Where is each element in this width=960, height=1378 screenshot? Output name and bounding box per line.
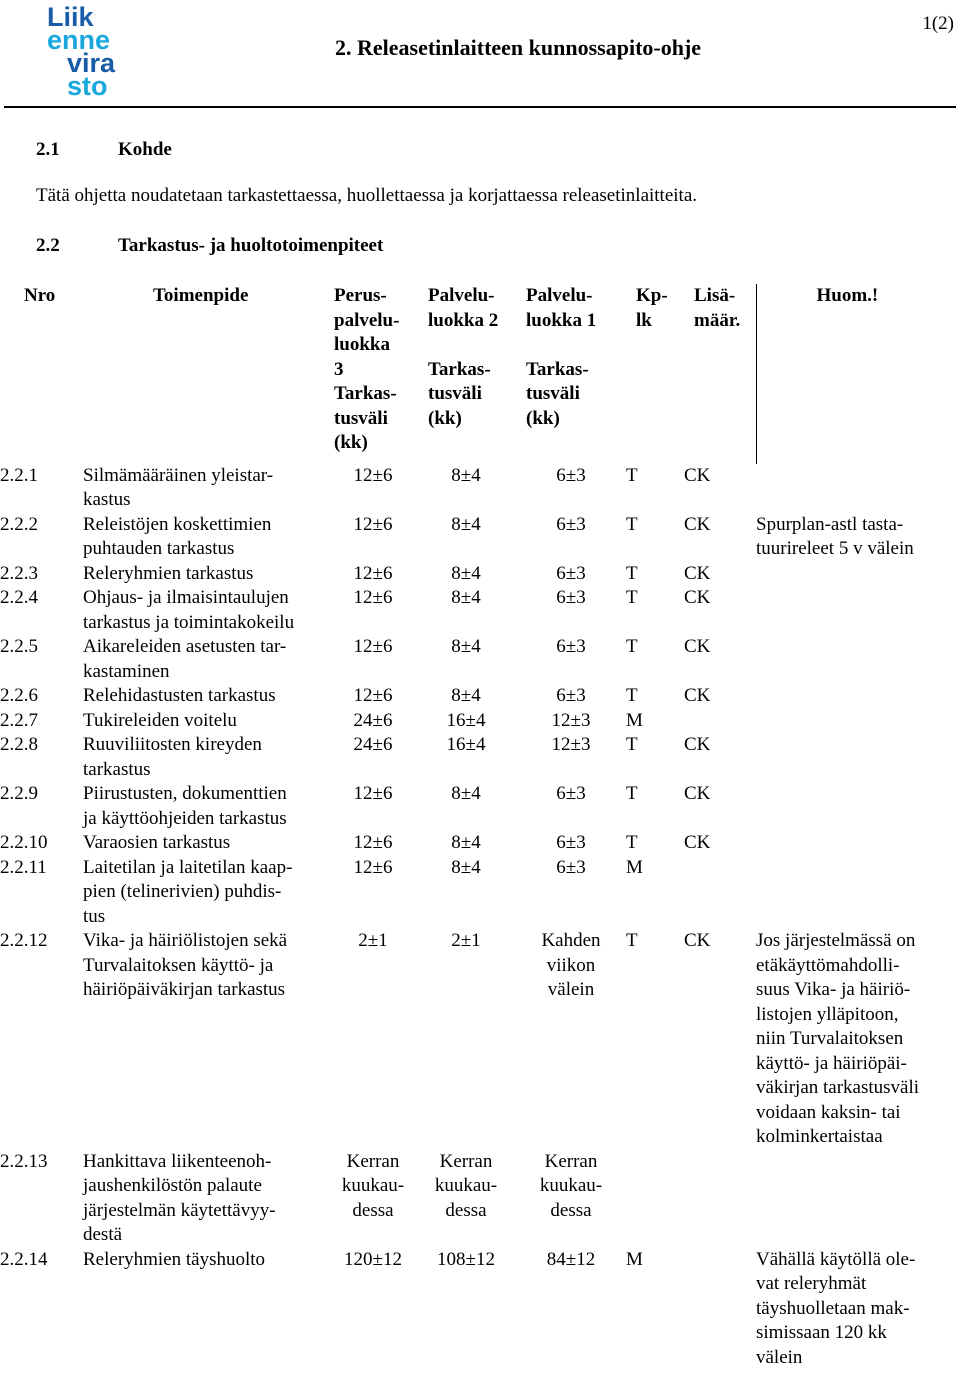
header-kp-lk: Kp- lk — [636, 285, 668, 331]
cell-toimenpide: Vika- ja häiriölistojen sekä Turvalaitoksen käyttö- ja häiriöpäiväkirjan tarkastus — [83, 930, 288, 1000]
cell-toimenpide: Varaosien tarkastus — [83, 832, 231, 853]
cell-huom — [756, 586, 960, 635]
table-row — [0, 1150, 960, 1248]
cell-huom — [756, 1150, 960, 1248]
logo-line-3: vira — [67, 48, 116, 78]
logo-line-4: sto — [67, 71, 108, 99]
cell-kp-lk: T — [626, 783, 638, 804]
table-row — [0, 586, 960, 635]
header-palveluluokka-2: Palvelu- luokka 2 Tarkas- tusväli (kk) — [428, 285, 499, 429]
cell-palveluluokka-2: 16±4 — [446, 709, 486, 731]
cell-nro: 2.2.8 — [0, 734, 38, 755]
header-huom: Huom.! — [756, 284, 960, 464]
cell-peruspalveluluokka-3: 12±6 — [353, 832, 393, 853]
table-row — [0, 733, 960, 782]
cell-nro: 2.2.11 — [0, 856, 47, 878]
cell-lisamaar: CK — [684, 832, 711, 853]
table-row — [0, 684, 960, 709]
cell-huom: Jos järjestelmässä on etäkäyttömahdolli- suus Vika- ja häiriö- listojen ylläpitoon, niin Turvalaitoksen käyttö- ja häiriöpäi- väkirjan tarkastusväli voidaan kaksin- tai kolminkertaistaa — [756, 930, 920, 1147]
cell-palveluluokka-2: 2±1 — [451, 930, 481, 951]
cell-peruspalveluluokka-3: Kerran kuukau- dessa — [341, 1150, 405, 1221]
document-title: 2. Releasetinlaitteen kunnossapito-ohje — [335, 35, 702, 60]
cell-kp-lk: T — [626, 513, 638, 535]
cell-lisamaar — [684, 709, 756, 734]
cell-peruspalveluluokka-3: 24±6 — [353, 734, 393, 755]
logo-line-2: enne — [47, 25, 111, 55]
cell-nro: 2.2.4 — [0, 587, 38, 608]
cell-palveluluokka-2: 8±4 — [451, 856, 481, 878]
cell-kp-lk: T — [626, 562, 638, 584]
header-palveluluokka-1: Palvelu- luokka 1 Tarkas- tusväli (kk) — [526, 285, 597, 429]
section-title: Tarkastus- ja huoltotoimenpiteet — [118, 235, 384, 256]
table-row — [0, 782, 960, 831]
cell-huom: Vähällä käytöllä ole- vat releryhmät täyshuolletaan mak- simissaan 120 kk välein — [756, 1248, 916, 1368]
cell-peruspalveluluokka-3: 12±6 — [353, 685, 393, 706]
cell-kp-lk — [626, 1150, 684, 1248]
table-row — [0, 562, 960, 587]
section-number: 2.1 — [36, 139, 60, 160]
cell-peruspalveluluokka-3: 12±6 — [353, 636, 393, 657]
cell-lisamaar: CK — [684, 734, 711, 755]
cell-toimenpide: Releryhmien tarkastus — [83, 562, 254, 584]
table-body — [0, 464, 960, 1371]
cell-palveluluokka-1: 6±3 — [556, 685, 586, 706]
cell-lisamaar: CK — [684, 636, 711, 657]
cell-palveluluokka-1: 6±3 — [556, 832, 586, 853]
cell-toimenpide: Piirustusten, dokumenttien ja käyttöohjeiden tarkastus — [83, 783, 287, 829]
cell-lisamaar — [684, 1150, 756, 1248]
cell-lisamaar: CK — [684, 562, 711, 584]
cell-palveluluokka-1: 6±3 — [556, 562, 586, 584]
cell-palveluluokka-2: 8±4 — [451, 562, 481, 584]
page-number: 1(2) — [922, 13, 954, 34]
cell-palveluluokka-1: 6±3 — [556, 636, 586, 657]
cell-nro: 2.2.2 — [0, 513, 38, 535]
cell-nro: 2.2.13 — [0, 1150, 48, 1172]
header-peruspalveluluokka-3: Perus- palvelu- luokka 3 Tarkas- tusväli (kk) — [334, 285, 400, 453]
cell-lisamaar — [684, 856, 756, 930]
cell-palveluluokka-2: 8±4 — [451, 685, 481, 706]
table-row — [0, 929, 960, 1150]
cell-toimenpide: Tukireleiden voitelu — [83, 709, 237, 731]
cell-palveluluokka-1: 6±3 — [556, 513, 586, 535]
cell-huom — [756, 684, 960, 709]
cell-peruspalveluluokka-3: 2±1 — [358, 930, 388, 951]
cell-nro: 2.2.6 — [0, 685, 38, 706]
section-number: 2.2 — [36, 235, 60, 256]
cell-nro: 2.2.3 — [0, 562, 38, 584]
header-nro: Nro — [24, 285, 56, 306]
cell-lisamaar: CK — [684, 587, 711, 608]
section-title: Kohde — [118, 139, 172, 160]
table-header-row — [0, 284, 960, 464]
cell-kp-lk: T — [626, 636, 638, 657]
cell-nro: 2.2.9 — [0, 783, 38, 804]
cell-palveluluokka-1: 12±3 — [551, 709, 591, 731]
table-row — [0, 635, 960, 684]
cell-toimenpide: Releistöjen koskettimien puhtauden tarkastus — [83, 513, 272, 559]
cell-palveluluokka-1: 6±3 — [556, 856, 586, 878]
cell-palveluluokka-1: 6±3 — [556, 587, 586, 608]
table-row — [0, 513, 960, 562]
cell-toimenpide: Ruuviliitosten kireyden tarkastus — [83, 734, 262, 780]
cell-nro: 2.2.12 — [0, 930, 48, 951]
cell-kp-lk: T — [626, 930, 638, 951]
cell-palveluluokka-2: 8±4 — [451, 783, 481, 804]
cell-nro: 2.2.1 — [0, 464, 38, 486]
table-row — [0, 464, 960, 513]
cell-palveluluokka-1: 6±3 — [556, 783, 586, 804]
cell-peruspalveluluokka-3: 12±6 — [353, 587, 393, 608]
cell-huom — [756, 856, 960, 930]
cell-nro: 2.2.7 — [0, 709, 38, 731]
table-row — [0, 831, 960, 856]
cell-kp-lk: M — [626, 1248, 643, 1270]
cell-palveluluokka-1: Kahden viikon välein — [541, 930, 601, 1000]
cell-huom — [756, 709, 960, 734]
cell-kp-lk: T — [626, 685, 638, 706]
cell-lisamaar: CK — [684, 930, 711, 951]
cell-toimenpide: Releryhmien täyshuolto — [83, 1248, 266, 1270]
cell-palveluluokka-2: 108±12 — [437, 1248, 495, 1270]
table-row — [0, 709, 960, 734]
cell-kp-lk: T — [626, 832, 638, 853]
cell-palveluluokka-1: 84±12 — [546, 1248, 596, 1270]
cell-palveluluokka-2: 8±4 — [451, 636, 481, 657]
maintenance-table — [0, 284, 960, 1370]
cell-kp-lk: M — [626, 856, 643, 878]
cell-huom — [756, 635, 960, 684]
cell-palveluluokka-2: 8±4 — [451, 464, 481, 486]
cell-peruspalveluluokka-3: 12±6 — [353, 562, 393, 584]
cell-toimenpide: Hankittava liikenteenoh- jaushenkilöstön palaute järjestelmän käytettävyy- destä — [83, 1150, 276, 1245]
header-lisamaar: Lisä- määr. — [694, 285, 741, 331]
cell-huom — [756, 831, 960, 856]
cell-palveluluokka-1: 6±3 — [556, 464, 586, 486]
cell-toimenpide: Relehidastusten tarkastus — [83, 685, 276, 706]
cell-palveluluokka-2: 16±4 — [446, 734, 486, 755]
intro-paragraph: Tätä ohjetta noudatetaan tarkastettaessa, huollettaessa ja korjattaessa releasetinlaitteita. — [36, 185, 698, 206]
cell-peruspalveluluokka-3: 120±12 — [344, 1248, 402, 1270]
cell-kp-lk: T — [626, 464, 638, 486]
cell-lisamaar: CK — [684, 513, 711, 535]
cell-palveluluokka-1: 12±3 — [551, 734, 591, 755]
cell-lisamaar: CK — [684, 685, 711, 706]
logo-line-1: Liik — [47, 4, 94, 32]
cell-lisamaar: CK — [684, 464, 711, 486]
cell-toimenpide: Aikareleiden asetusten tar- kastaminen — [83, 636, 287, 682]
cell-kp-lk: M — [626, 709, 643, 731]
cell-toimenpide: Ohjaus- ja ilmaisintaulujen tarkastus ja toimintakokeilu — [83, 587, 295, 633]
cell-kp-lk: T — [626, 587, 638, 608]
cell-peruspalveluluokka-3: 12±6 — [353, 856, 393, 878]
cell-huom — [756, 782, 960, 831]
cell-nro: 2.2.14 — [0, 1248, 48, 1270]
cell-huom — [756, 733, 960, 782]
cell-palveluluokka-2: 8±4 — [451, 587, 481, 608]
cell-nro: 2.2.10 — [0, 832, 48, 853]
cell-huom — [756, 464, 960, 513]
cell-nro: 2.2.5 — [0, 636, 38, 657]
cell-lisamaar: CK — [684, 783, 711, 804]
header-divider — [4, 106, 956, 108]
cell-palveluluokka-2: 8±4 — [451, 513, 481, 535]
header-toimenpide: Toimenpide — [153, 285, 249, 306]
cell-lisamaar — [684, 1248, 756, 1371]
cell-toimenpide: Laitetilan ja laitetilan kaap- pien (telinerivien) puhdis- tus — [83, 856, 293, 927]
cell-peruspalveluluokka-3: 24±6 — [353, 709, 393, 731]
cell-kp-lk: T — [626, 734, 638, 755]
table-row — [0, 856, 960, 930]
cell-toimenpide: Silmämääräinen yleistar- kastus — [83, 464, 274, 510]
cell-palveluluokka-2: 8±4 — [451, 832, 481, 853]
table-row — [0, 1248, 960, 1371]
cell-peruspalveluluokka-3: 12±6 — [353, 513, 393, 535]
cell-huom: Spurplan-astl tasta- tuurireleet 5 v välein — [756, 513, 914, 559]
cell-peruspalveluluokka-3: 12±6 — [353, 464, 393, 486]
cell-peruspalveluluokka-3: 12±6 — [353, 783, 393, 804]
cell-palveluluokka-2: Kerran kuukau- dessa — [434, 1150, 498, 1221]
cell-huom — [756, 562, 960, 587]
cell-palveluluokka-1: Kerran kuukau- dessa — [539, 1150, 603, 1221]
liikennevirasto-logo — [45, 4, 155, 99]
